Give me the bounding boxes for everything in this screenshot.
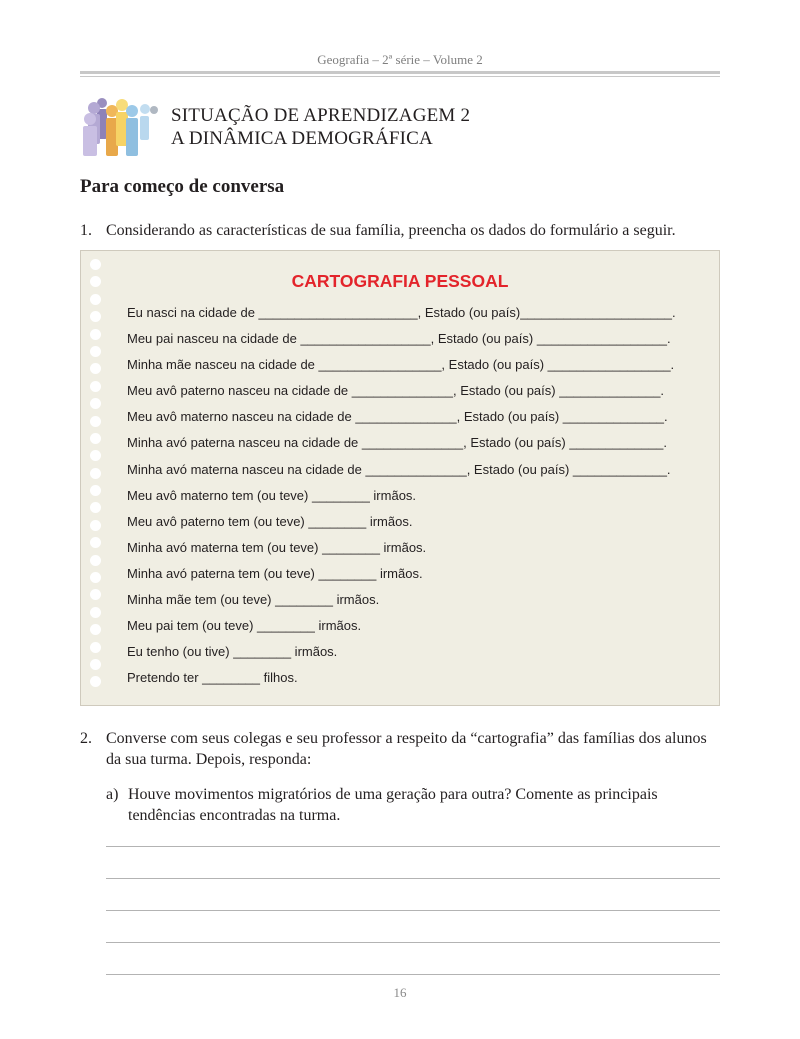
question-2a xyxy=(106,784,722,826)
binder-hole xyxy=(90,642,101,653)
situation-title xyxy=(171,104,470,150)
binder-hole xyxy=(90,416,101,427)
question-2a-label: a) xyxy=(106,786,119,803)
binder-hole xyxy=(90,294,101,305)
answer-line[interactable] xyxy=(106,910,720,911)
binder-hole xyxy=(90,329,101,340)
people-figures-icon xyxy=(80,96,160,158)
form-line: Minha avó materna tem (ou teve) ________ irmãos. xyxy=(127,539,427,555)
form-line: Minha avó paterna tem (ou teve) ________ irmãos. xyxy=(127,565,423,581)
binder-hole xyxy=(90,346,101,357)
binder-hole xyxy=(90,398,101,409)
binder-hole xyxy=(90,363,101,374)
section-heading: Para começo de conversa xyxy=(80,176,285,197)
form-line: Meu avô paterno nasceu na cidade de ______________, Estado (ou país) ______________. xyxy=(127,383,665,399)
binder-hole xyxy=(90,468,101,479)
binder-hole xyxy=(90,589,101,600)
binder-hole xyxy=(90,502,101,513)
binder-hole xyxy=(90,485,101,496)
header-rule-thin xyxy=(80,76,720,77)
binder-holes xyxy=(90,259,104,694)
binder-hole xyxy=(90,381,101,392)
form-line: Meu pai nasceu na cidade de __________________, Estado (ou país) __________________. xyxy=(127,331,671,347)
question-1-text: Considerando as características de sua família, preencha os dados do formulário a seguir. xyxy=(106,222,676,239)
question-2-number: 2. xyxy=(80,730,92,747)
binder-hole xyxy=(90,572,101,583)
answer-line[interactable] xyxy=(106,942,720,943)
page-number: 16 xyxy=(393,985,407,1000)
binder-hole xyxy=(90,659,101,670)
form-line: Minha avó materna nasceu na cidade de ______________, Estado (ou país) _____________. xyxy=(127,461,671,477)
form-box xyxy=(80,250,720,706)
form-line: Minha avó paterna nasceu na cidade de ______________, Estado (ou país) _____________. xyxy=(127,435,667,451)
question-2-text: Converse com seus colegas e seu professor a respeito da “cartografia” das famílias dos alunos da sua turma. Depois, responda: xyxy=(106,730,707,768)
form-line: Meu avô paterno tem (ou teve) ________ irmãos. xyxy=(127,513,413,529)
form-title: CARTOGRAFIA PESSOAL xyxy=(291,271,509,291)
answer-line[interactable] xyxy=(106,974,720,975)
form-line: Minha mãe nasceu na cidade de _________________, Estado (ou país) _________________. xyxy=(127,357,675,373)
binder-hole xyxy=(90,311,101,322)
form-line: Eu tenho (ou tive) ________ irmãos. xyxy=(127,644,338,660)
running-header: Geografia – 2ª série – Volume 2 xyxy=(317,52,483,67)
binder-hole xyxy=(90,676,101,687)
binder-hole xyxy=(90,555,101,566)
binder-hole xyxy=(90,433,101,444)
binder-hole xyxy=(90,537,101,548)
binder-hole xyxy=(90,607,101,618)
question-1 xyxy=(80,220,722,241)
form-line: Minha mãe tem (ou teve) ________ irmãos. xyxy=(127,592,380,608)
form-line: Eu nasci na cidade de ______________________, Estado (ou país)_____________________. xyxy=(127,305,676,320)
binder-hole xyxy=(90,624,101,635)
question-2a-text: Houve movimentos migratórios de uma geração para outra? Comente as principais tendências encontradas na turma. xyxy=(128,786,658,824)
form-line: Meu avô materno tem (ou teve) ________ irmãos. xyxy=(127,487,417,503)
binder-hole xyxy=(90,259,101,270)
form-line: Meu pai tem (ou teve) ________ irmãos. xyxy=(127,618,362,634)
question-1-number: 1. xyxy=(80,222,92,239)
binder-hole xyxy=(90,450,101,461)
answer-line[interactable] xyxy=(106,878,720,879)
situation-title-line1: SITUAÇÃO DE APRENDIZAGEM 2 xyxy=(171,105,471,126)
question-2 xyxy=(80,728,722,770)
form-lines xyxy=(127,304,707,695)
form-line: Meu avô materno nasceu na cidade de ______________, Estado (ou país) ______________. xyxy=(127,409,668,425)
binder-hole xyxy=(90,520,101,531)
header-rule-thick xyxy=(80,71,720,74)
situation-title-line2: A DINÂMICA DEMOGRÁFICA xyxy=(171,128,433,149)
answer-line[interactable] xyxy=(106,846,720,847)
form-line: Pretendo ter ________ filhos. xyxy=(127,670,298,686)
